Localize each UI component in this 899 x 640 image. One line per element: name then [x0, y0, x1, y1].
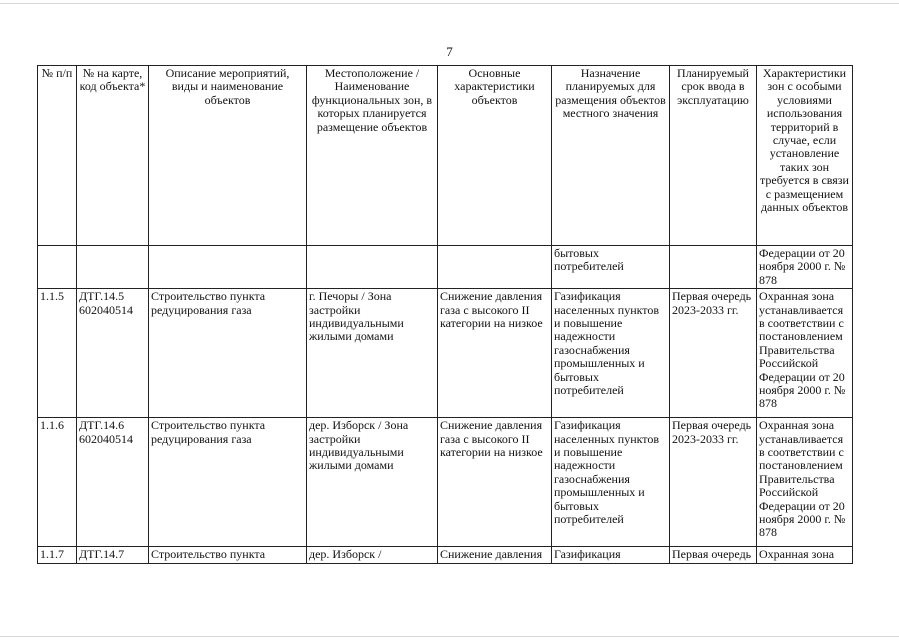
- row-purpose: Газификация населенных пунктов и повышение надежности газоснабжения промышленных и бытовых потребителей: [552, 289, 670, 418]
- cell: [438, 246, 552, 289]
- cell: [77, 246, 149, 289]
- row-description: Строительство пункта редуцирования газа: [149, 418, 307, 547]
- row-characteristics: Снижение давления газа с высокого II категории на низкое: [438, 418, 552, 547]
- table-row: [38, 418, 853, 547]
- cell: [307, 246, 438, 289]
- row-location: дер. Изборск /: [307, 547, 438, 563]
- row-term: Первая очередь: [670, 547, 757, 563]
- row-code: ДТГ.14.5 602040514: [77, 289, 149, 418]
- row-number: 1.1.7: [38, 547, 77, 563]
- row-zones: Охранная зона устанавливается в соответствии с постановлением Правительства Российской Федерации от 20 ноября 2000 г. № 878: [757, 418, 853, 547]
- header-map-code: № на карте, код объекта*: [77, 66, 149, 246]
- header-description: Описание мероприятий, виды и наименование объектов: [149, 66, 307, 246]
- header-number: № п/п: [38, 66, 77, 246]
- header-location: Местоположение / Наименование функциональных зон, в которых планируется размещение объектов: [307, 66, 438, 246]
- row-purpose: Газификация населенных пунктов и повышение надежности газоснабжения промышленных и бытовых потребителей: [552, 418, 670, 547]
- row-code: ДТГ.14.7: [77, 547, 149, 563]
- row-number: 1.1.5: [38, 289, 77, 418]
- row-zones: Охранная зона устанавливается в соответствии с постановлением Правительства Российской Федерации от 20 ноября 2000 г. № 878: [757, 289, 853, 418]
- row-characteristics: Снижение давления: [438, 547, 552, 563]
- planned-objects-table: [37, 65, 853, 564]
- table-header-row: [38, 66, 853, 246]
- table-row-continuation: [38, 246, 853, 289]
- cell: бытовых потребителей: [552, 246, 670, 289]
- row-term: Первая очередь 2023-2033 гг.: [670, 289, 757, 418]
- row-description: Строительство пункта редуцирования газа: [149, 289, 307, 418]
- cell: [149, 246, 307, 289]
- cell: [670, 246, 757, 289]
- header-zones: Характеристики зон с особыми условиями использования территорий в случае, если установление таких зон требуется в связи с размещением данных объектов: [757, 66, 853, 246]
- table-row: [38, 289, 853, 418]
- header-term: Планируемый срок ввода в эксплуатацию: [670, 66, 757, 246]
- row-zones: Охранная зона: [757, 547, 853, 563]
- table-row: [38, 547, 853, 563]
- row-location: г. Печоры / Зона застройки индивидуальными жилыми домами: [307, 289, 438, 418]
- row-description: Строительство пункта: [149, 547, 307, 563]
- header-characteristics: Основные характеристики объектов: [438, 66, 552, 246]
- row-number: 1.1.6: [38, 418, 77, 547]
- cell: Федерации от 20 ноября 2000 г. № 878: [757, 246, 853, 289]
- row-term: Первая очередь 2023-2033 гг.: [670, 418, 757, 547]
- row-purpose: Газификация: [552, 547, 670, 563]
- row-location: дер. Изборск / Зона застройки индивидуальными жилыми домами: [307, 418, 438, 547]
- row-code: ДТГ.14.6 602040514: [77, 418, 149, 547]
- header-purpose: Назначение планируемых для размещения объектов местного значения: [552, 66, 670, 246]
- row-characteristics: Снижение давления газа с высокого II категории на низкое: [438, 289, 552, 418]
- page-number: 7: [446, 44, 453, 59]
- cell: [38, 246, 77, 289]
